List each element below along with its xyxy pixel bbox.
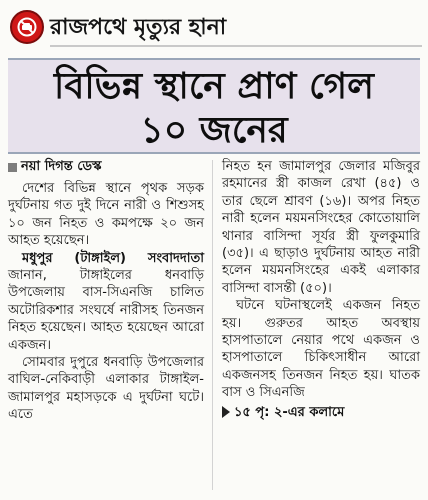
- article-para-4: ঘটনে ঘটনাস্থলেই একজন নিহত হয়। গুরুতর আহত অবস্থায় হাসপাতালে নেয়ার পথে একজন ও হাসপাতালে চিকিৎসাধীন আরো একজনসহ তিনজন নিহত হয়। ঘাতক বাস ও সিএনজি: [222, 298, 420, 401]
- continued-text: ১৫ পৃ: ২-এর কলামে: [234, 404, 345, 420]
- section-title: রাজপথে মৃত্যুর হানা: [50, 15, 227, 40]
- headline-box: [8, 58, 420, 154]
- no-car-icon: [10, 10, 44, 44]
- headline-line-2: ১০ জনের: [140, 109, 288, 151]
- column-divider: [212, 160, 213, 490]
- article-column-right: [222, 158, 420, 421]
- byline: [8, 158, 204, 176]
- continued-notice: [222, 404, 420, 421]
- section-rule: [50, 45, 422, 47]
- arrow-right-icon: [222, 406, 230, 418]
- article-para-2: সোমবার দুপুরে ধনবাড়ি উপজেলার বাঘিল-নেকিবাড়ী এলাকার টাঙ্গাইল-জামালপুর মহাসড়কে এ দুর্ঘটনা ঘটে। এতে: [8, 355, 204, 423]
- bullet-icon: [8, 163, 17, 172]
- headline-line-1: বিভিন্ন স্থানে প্রাণ গেল: [54, 65, 374, 107]
- article-para-1: [8, 250, 204, 354]
- article-intro: দেশের বিভিন্ন স্থানে পৃথক সড়ক দুর্ঘটনায় গত দুই দিনে নারী ও শিশুসহ ১০ জন নিহত ও কমপক্ষে ২০ জন আহত হয়েছেন।: [8, 181, 204, 249]
- article-para-3: নিহত হন জামালপুর জেলার মজিবুর রহমানের স্ত্রী কাজল রেখা (৪৫) ও তার ছেলে শ্রাবণ (১৬)। অপর নিহত নারী হলেন ময়মনসিংহের কোতোয়ালি থানার বাসিন্দা সূর্যর স্ত্রী ফুলকুমারি (৩৫)। এ ছাড়াও দুর্ঘটনায় আহত নারী হলেন ময়মনসিংহের একই এলাকার বাসিন্দা বাসন্তী (৫০)।: [222, 159, 420, 296]
- article-column-left: [8, 158, 204, 424]
- byline-text: নয়া দিগন্ত ডেস্ক: [21, 159, 102, 175]
- para-1-text: জানান, টাঙ্গাইলের ধনবাড়ি উপজেলায় বাস-সিএনজি চালিত অটোরিকশার সংঘর্ষে নারীসহ তিনজন নিহত হয়েছেন। আহত হয়েছেন আরো একজন।: [8, 268, 204, 353]
- section-header: [6, 8, 422, 48]
- dateline: মধুপুর (টাঙ্গাইল) সংবাদদাতা: [22, 250, 204, 266]
